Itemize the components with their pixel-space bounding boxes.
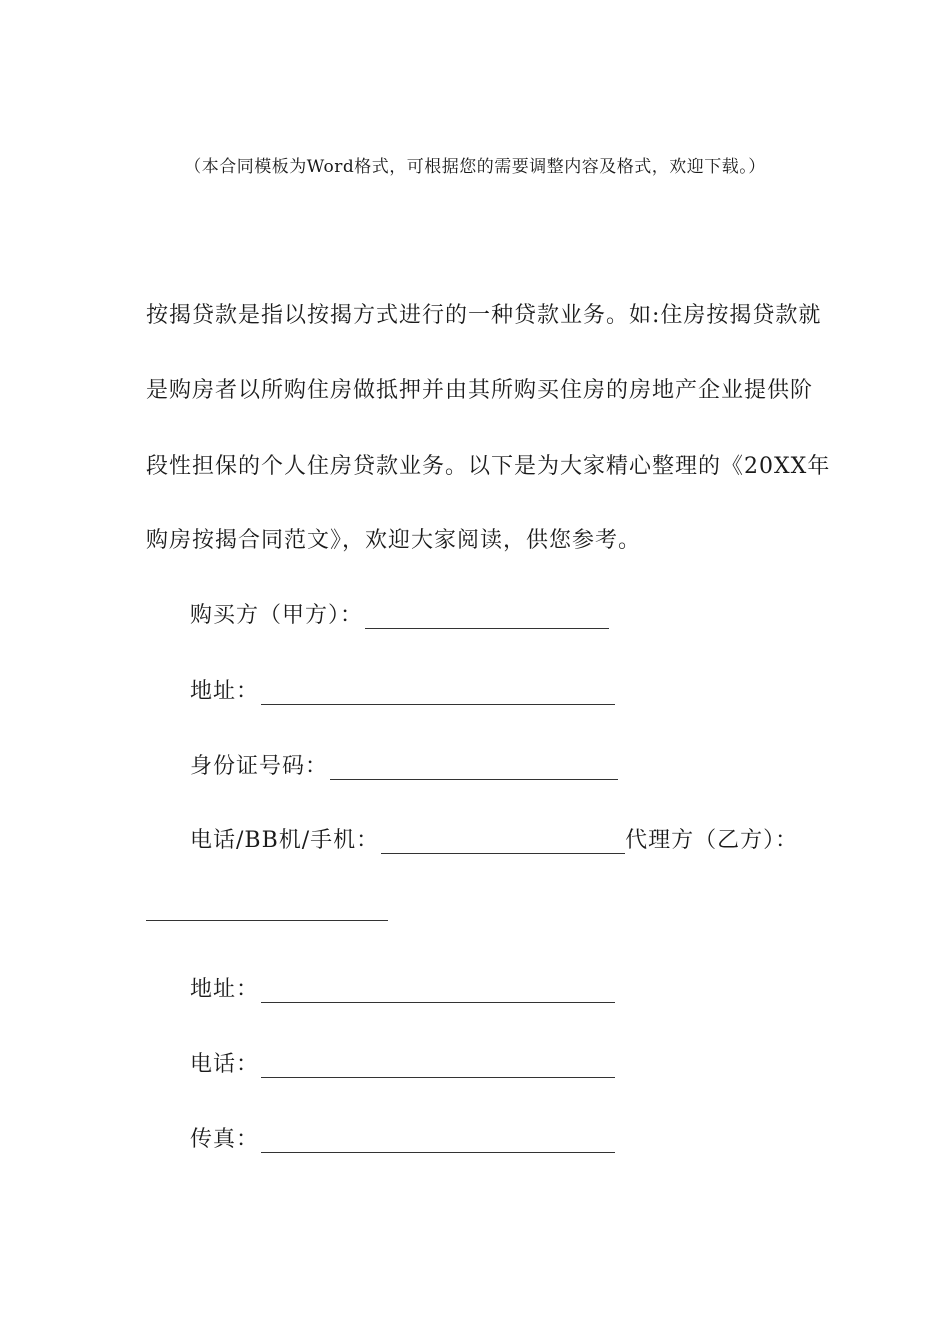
- agent-blank[interactable]: [146, 902, 388, 921]
- agent-fax-label: 传真：: [190, 1127, 260, 1152]
- agent-address-label: 地址：: [190, 977, 260, 1002]
- buyer-address-field: [190, 674, 615, 705]
- agent-fax-field: [190, 1122, 615, 1153]
- buyer-blank[interactable]: [365, 610, 609, 629]
- intro-line-1: 按揭贷款是指以按揭方式进行的一种贷款业务。如:住房按揭贷款就: [146, 303, 822, 328]
- phone-blank[interactable]: [381, 835, 625, 854]
- agent-phone-field: [190, 1047, 615, 1078]
- buyer-field: [190, 598, 609, 629]
- id-number-label: 身份证号码：: [190, 754, 329, 779]
- intro-line-3: 段性担保的个人住房贷款业务。以下是为大家精心整理的《20XX年: [146, 454, 831, 479]
- agent-address-field: [190, 972, 615, 1003]
- phone-label: 电话/BB机/手机：: [190, 828, 380, 853]
- agent-phone-blank[interactable]: [261, 1059, 615, 1078]
- id-number-field: [190, 749, 618, 780]
- phone-field: [190, 823, 798, 854]
- agent-phone-label: 电话：: [190, 1052, 260, 1077]
- buyer-address-blank[interactable]: [261, 686, 615, 705]
- agent-address-blank[interactable]: [261, 984, 615, 1003]
- buyer-label: 购买方（甲方）：: [190, 603, 364, 628]
- id-number-blank[interactable]: [330, 761, 618, 780]
- intro-line-2: 是购房者以所购住房做抵押并由其所购买住房的房地产企业提供阶: [146, 378, 814, 403]
- agent-field: [146, 902, 388, 921]
- agent-label: 代理方（乙方）：: [625, 828, 799, 853]
- agent-fax-blank[interactable]: [261, 1134, 615, 1153]
- intro-line-4: 购房按揭合同范文》，欢迎大家阅读，供您参考。: [146, 528, 642, 553]
- template-notice: （本合同模板为Word格式，可根据您的需要调整内容及格式，欢迎下载。）: [184, 157, 766, 177]
- buyer-address-label: 地址：: [190, 679, 260, 704]
